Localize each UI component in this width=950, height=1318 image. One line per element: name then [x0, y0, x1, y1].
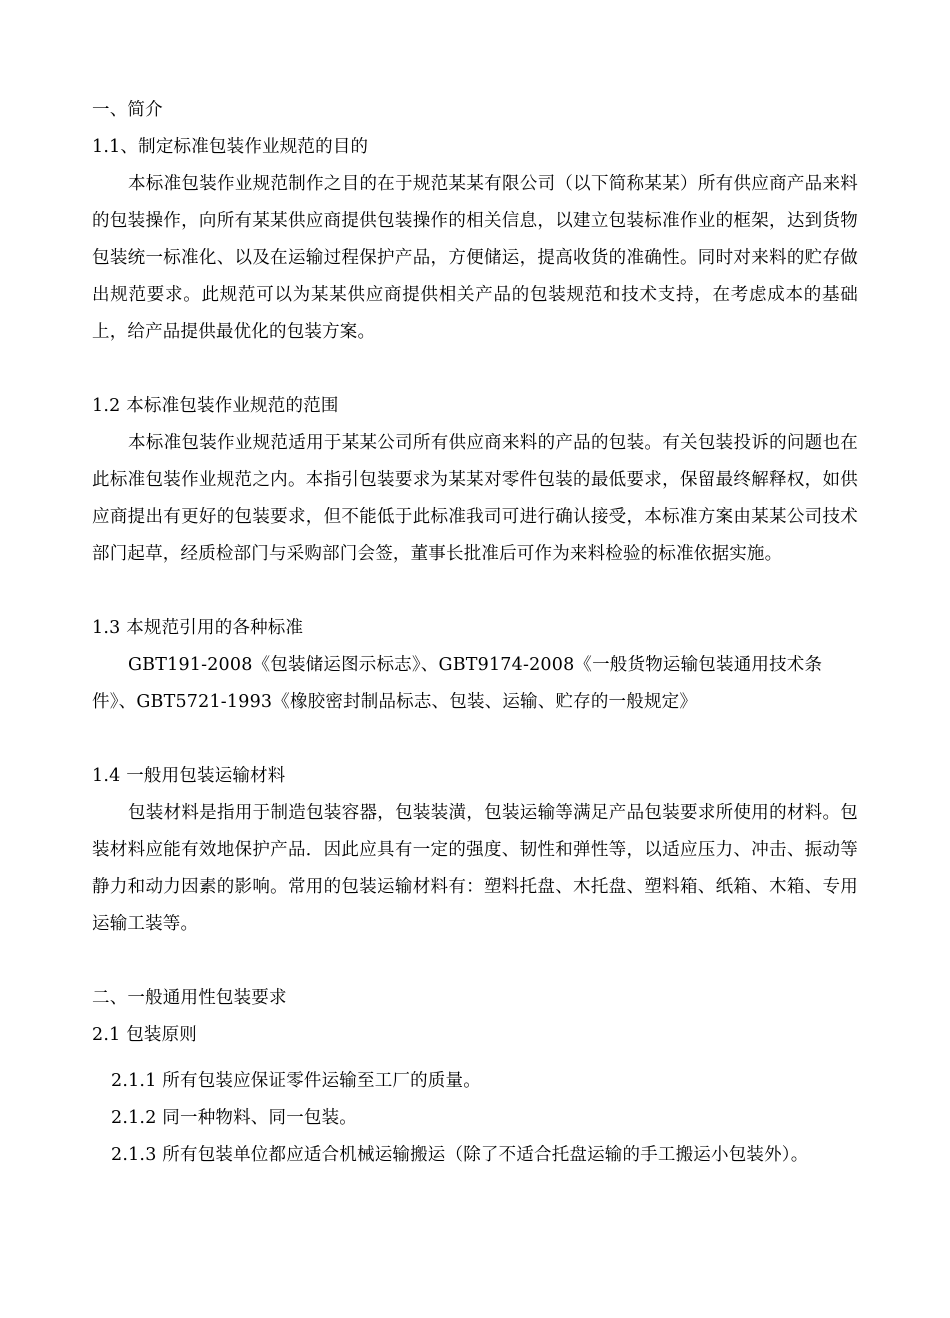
list-item: 2.1.3 所有包装单位都应适合机械运输搬运（除了不适合托盘运输的手工搬运小包装外）。 [111, 1145, 809, 1165]
list-item: 2.1.1 所有包装应保证零件运输至工厂的质量。 [111, 1071, 481, 1091]
section-1-3-heading: 1.3 本规范引用的各种标准 [92, 618, 304, 638]
document-page [92, 92, 858, 1174]
spacer [92, 351, 858, 388]
section-1-3-paragraph: GBT191-2008《包装储运图示标志》、GBT9174-2008《一般货物运输包装通用技术条件》、GBT5721-1993《橡胶密封制品标志、包装、运输、贮存的一般规定》 [92, 655, 823, 712]
spacer [92, 573, 858, 610]
section-1-4-paragraph: 包装材料是指用于制造包装容器，包装装潢，包装运输等满足产品包装要求所使用的材料。包装材料应能有效地保护产品．因此应具有一定的强度、韧性和弹性等，以适应压力、冲击、振动等静力和动力因素的影响。常用的包装运输材料有：塑料托盘、木托盘、塑料箱、纸箱、木箱、专用运输工装等。 [92, 803, 858, 934]
spacer [92, 1054, 858, 1063]
section-1-2-paragraph: 本标准包装作业规范适用于某某公司所有供应商来料的产品的包装。有关包装投诉的问题也在此标准包装作业规范之内。本指引包装要求为某某对零件包装的最低要求，保留最终解释权，如供应商提出有更好的包装要求，但不能低于此标准我司可进行确认接受，本标准方案由某某公司技术部门起草，经质检部门与采购部门会签，董事长批准后可作为来料检验的标准依据实施。 [92, 433, 858, 564]
spacer [92, 943, 858, 980]
section-1-1-paragraph: 本标准包装作业规范制作之目的在于规范某某有限公司（以下简称某某）所有供应商产品来料的包装操作，向所有某某供应商提供包装操作的相关信息，以建立包装标准作业的框架，达到货物包装统一标准化、以及在运输过程保护产品，方便储运，提高收货的准确性。同时对来料的贮存做出规范要求。此规范可以为某某供应商提供相关产品的包装规范和技术支持，在考虑成本的基础上，给产品提供最优化的包装方案。 [92, 174, 858, 342]
list-item: 2.1.2 同一种物料、同一包装。 [111, 1108, 357, 1128]
section-1-heading: 一、简介 [92, 100, 163, 120]
spacer [92, 721, 858, 758]
section-1-4-heading: 1.4 一般用包装运输材料 [92, 766, 286, 786]
section-2-1-heading: 2.1 包装原则 [92, 1025, 197, 1045]
section-1-1-heading: 1.1、制定标准包装作业规范的目的 [92, 137, 369, 157]
section-1-2-heading: 1.2 本标准包装作业规范的范围 [92, 396, 339, 416]
section-2-heading: 二、一般通用性包装要求 [92, 988, 287, 1008]
